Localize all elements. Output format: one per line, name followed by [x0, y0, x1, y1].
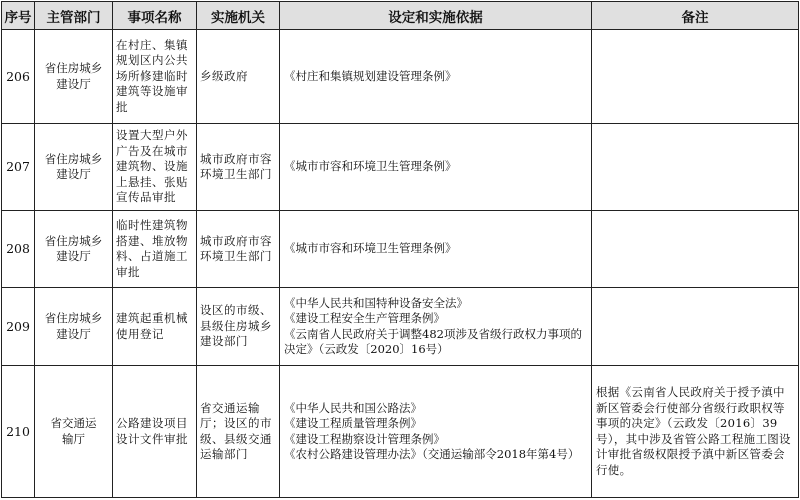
basis-line: 《中华人民共和国特种设备安全法》 — [284, 295, 468, 310]
header-seq: 序号 — [2, 2, 35, 30]
row-note — [592, 211, 799, 288]
row-number: 210 — [2, 366, 35, 498]
basis-line: 《中华人民共和国公路法》 — [284, 400, 422, 415]
basis-line: 《城市市容和环境卫生管理条例》 — [284, 241, 457, 256]
row-note — [592, 30, 799, 124]
row-agency: 省交通运输厅；设区的市级、县级交通运输部门 — [197, 366, 280, 498]
row-basis — [280, 211, 592, 288]
table-row — [2, 30, 799, 124]
basis-line: 《农村公路建设管理办法》（交通运输部令2018年第4号） — [284, 447, 580, 461]
row-agency: 设区的市级、县级住房城乡建设部门 — [197, 288, 280, 366]
row-basis — [280, 366, 592, 498]
row-item: 建筑起重机械使用登记 — [113, 288, 197, 366]
table-row — [2, 288, 799, 366]
row-item: 在村庄、集镇规划区内公共场所修建临时建筑等设施审批 — [113, 30, 197, 124]
admin-items-table — [1, 1, 799, 498]
row-dept: 省住房城乡建设厅 — [35, 288, 113, 366]
header-agency: 实施机关 — [197, 2, 280, 30]
row-number: 206 — [2, 30, 35, 124]
row-dept: 省住房城乡建设厅 — [35, 30, 113, 124]
header-item: 事项名称 — [113, 2, 197, 30]
row-basis — [280, 124, 592, 211]
row-item: 临时性建筑物搭建、堆放物料、占道施工审批 — [113, 211, 197, 288]
row-number: 207 — [2, 124, 35, 211]
header-note: 备注 — [592, 2, 799, 30]
basis-line: 《建设工程安全生产管理条例》 — [284, 311, 445, 325]
row-note — [592, 288, 799, 366]
basis-line: 《建设工程质量管理条例》 — [284, 416, 422, 430]
row-note — [592, 124, 799, 211]
table-row — [2, 211, 799, 288]
basis-line: 《建设工程勘察设计管理条例》 — [284, 431, 445, 446]
row-note: 根据《云南省人民政府关于授予滇中新区管委会行使部分省级行政职权等事项的决定》（云政发〔2016〕39号），其中涉及省管公路工程施工图设计审批省级权限授予滇中新区管委会行使。 — [592, 366, 799, 498]
row-dept: 省交通运输厅 — [35, 366, 113, 498]
row-basis — [280, 288, 592, 366]
row-dept: 省住房城乡建设厅 — [35, 211, 113, 288]
header-basis: 设定和实施依据 — [280, 2, 592, 30]
basis-line: 《村庄和集镇规划建设管理条例》 — [284, 68, 457, 83]
row-basis — [280, 30, 592, 124]
row-item: 设置大型户外广告及在城市建筑物、设施上悬挂、张贴宣传品审批 — [113, 124, 197, 211]
row-item: 公路建设项目设计文件审批 — [113, 366, 197, 498]
header-dept: 主管部门 — [35, 2, 113, 30]
basis-line: 《城市市容和环境卫生管理条例》 — [284, 159, 457, 174]
row-agency: 城市政府市容环境卫生部门 — [197, 211, 280, 288]
row-number: 209 — [2, 288, 35, 366]
basis-line: 《云南省人民政府关于调整482项涉及省级行政权力事项的决定》（云政发〔2020〕16号） — [284, 326, 582, 356]
table-row — [2, 124, 799, 211]
row-number: 208 — [2, 211, 35, 288]
row-dept: 省住房城乡建设厅 — [35, 124, 113, 211]
row-agency: 城市政府市容环境卫生部门 — [197, 124, 280, 211]
table-header-row — [2, 2, 799, 30]
table-row — [2, 366, 799, 498]
row-agency: 乡级政府 — [197, 30, 280, 124]
